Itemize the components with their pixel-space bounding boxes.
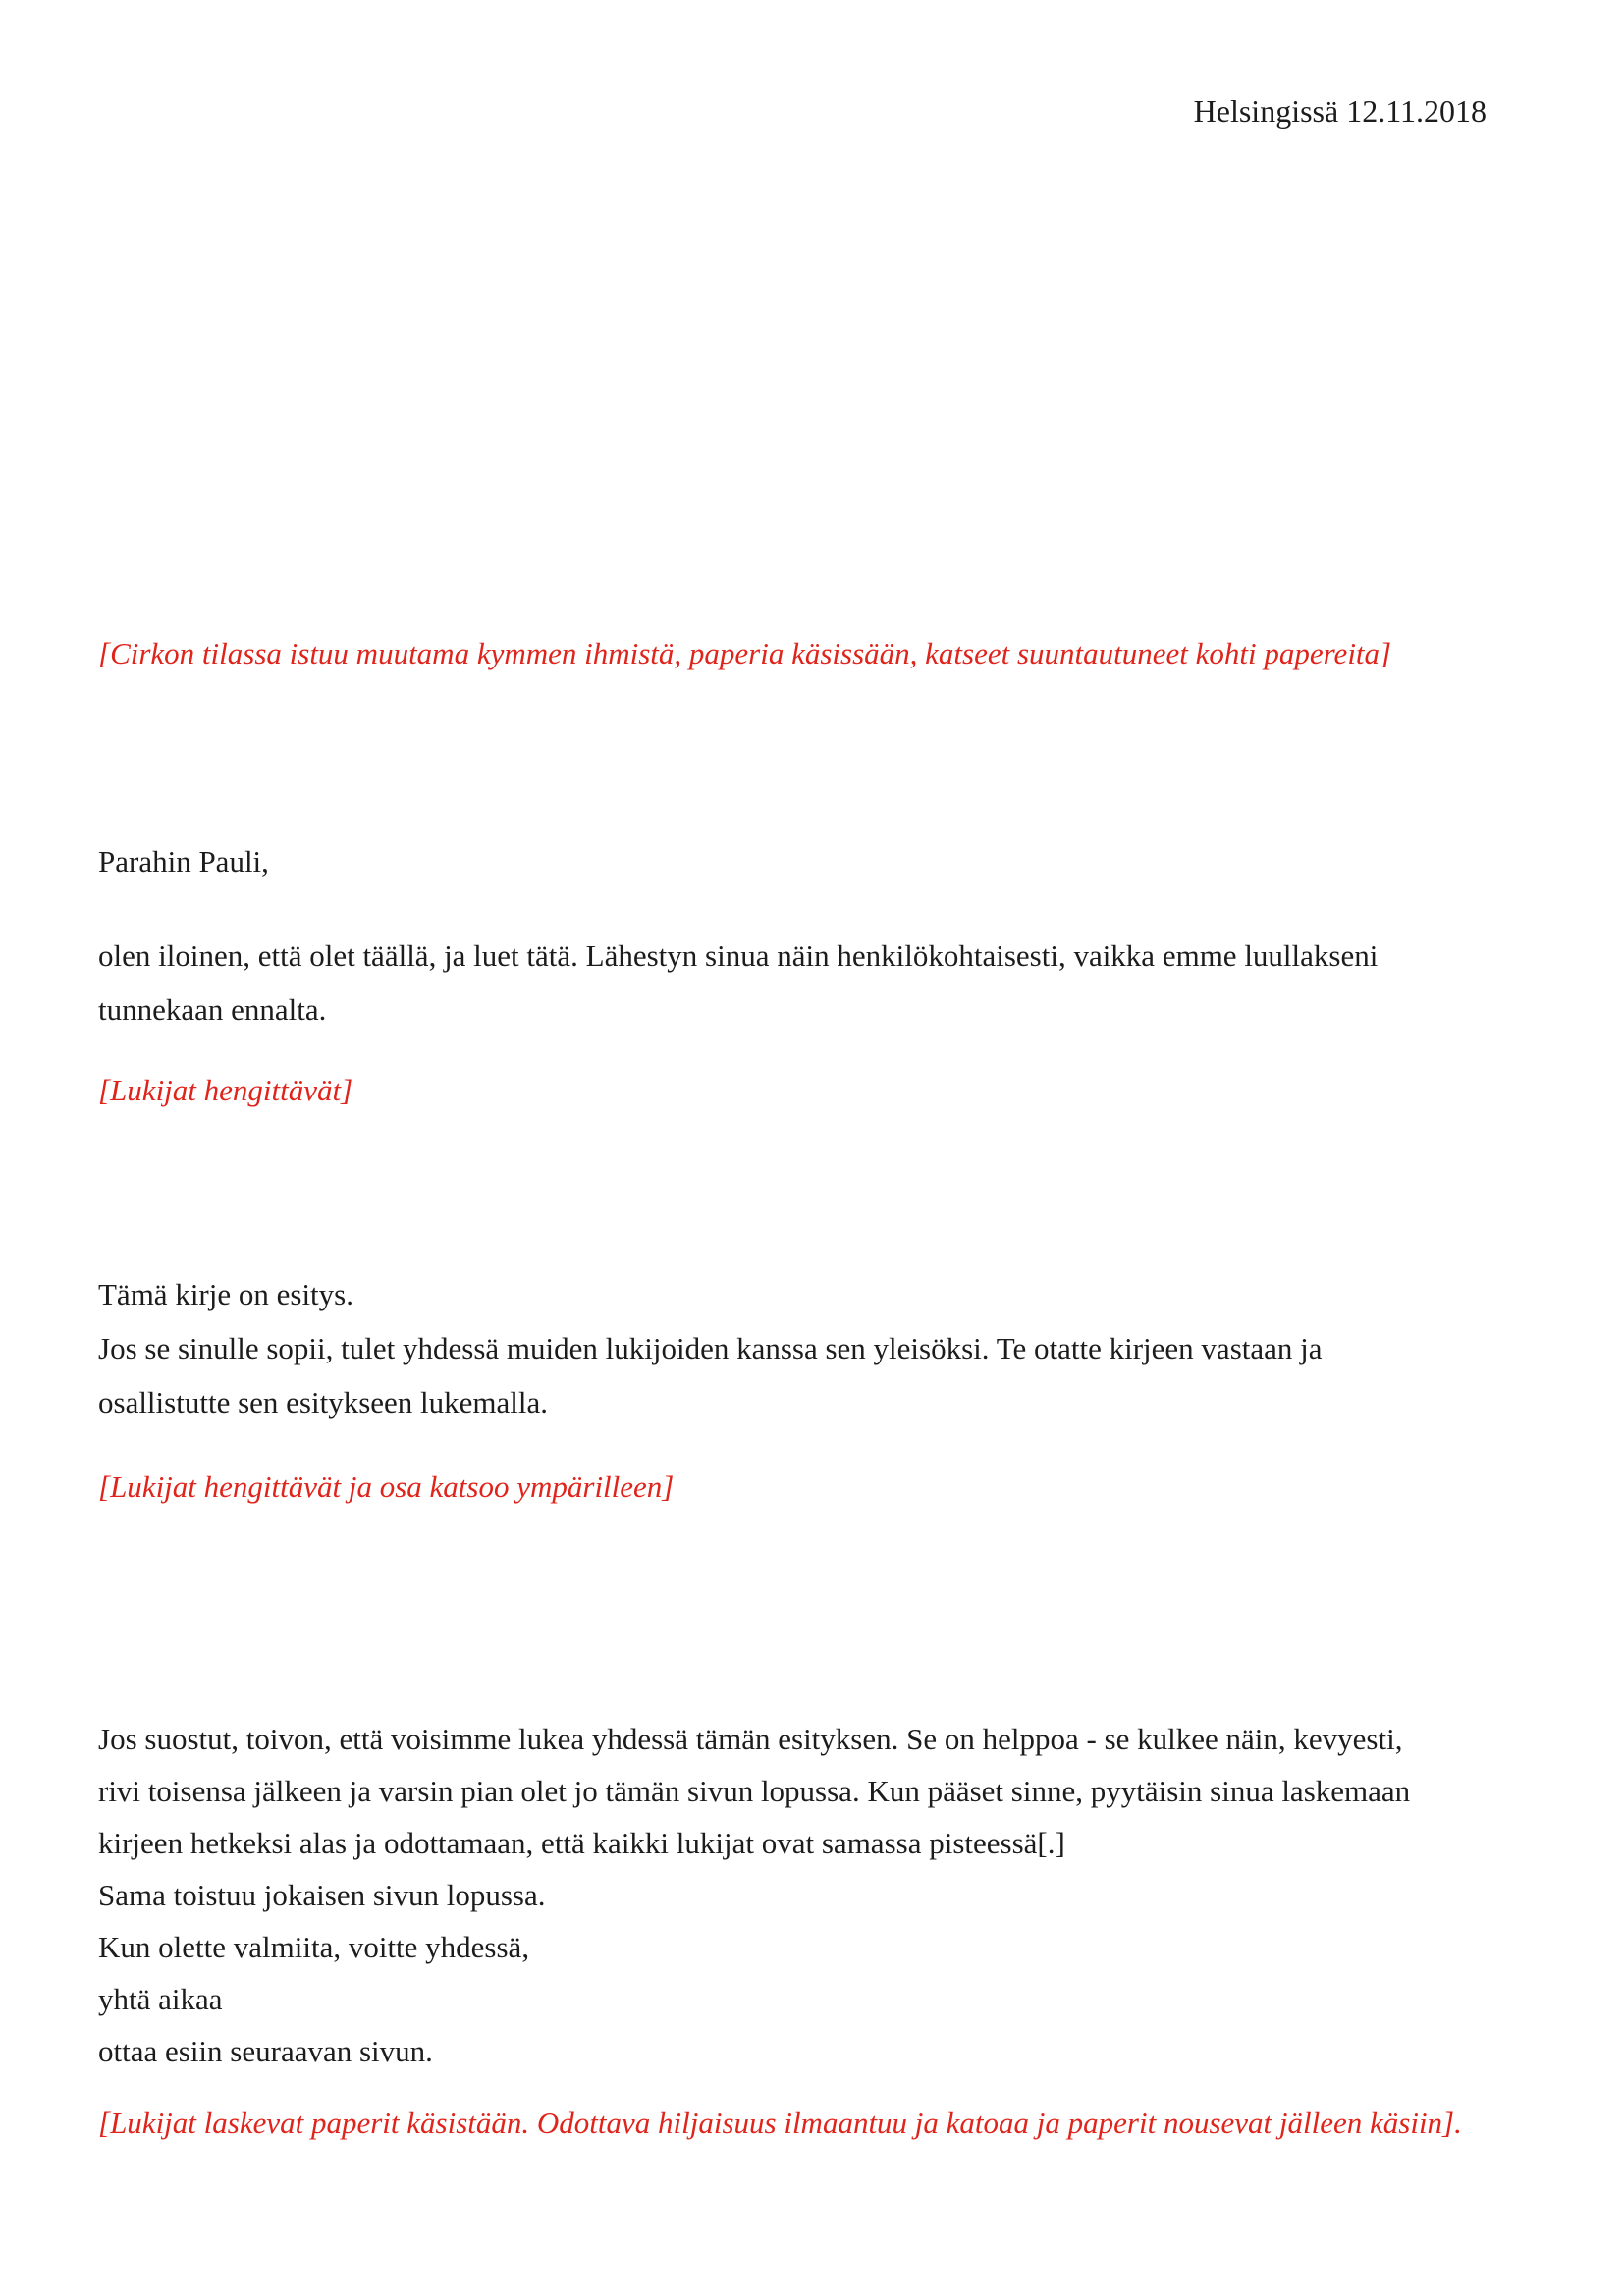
stage-direction-opening: [Cirkon tilassa istuu muutama kymmen ihmistä, paperia käsissään, katseet suuntautuneet kohti papereita]	[98, 636, 1392, 670]
paragraph-intro-line: olen iloinen, että olet täällä, ja luet tätä. Lähestyn sinua näin henkilökohtaisesti, vaikka emme luullakseni	[98, 938, 1379, 973]
paragraph-reading-instructions	[98, 1713, 1545, 2077]
paragraph-reading-line: yhtä aikaa	[98, 1982, 223, 2016]
paragraph-reading-line: ottaa esiin seuraavan sivun.	[98, 2034, 433, 2068]
stage-direction-look-around: [Lukijat hengittävät ja osa katsoo ympärilleen]	[98, 1469, 675, 1504]
paragraph-letter-line: Tämä kirje on esitys.	[98, 1277, 353, 1311]
paragraph-letter-is-performance	[98, 1267, 1545, 1429]
paragraph-letter-line: Jos se sinulle sopii, tulet yhdessä muiden lukijoiden kanssa sen yleisöksi. Te otatte kirjeen vastaan ja	[98, 1331, 1323, 1365]
paragraph-reading-line: Kun olette valmiita, voitte yhdessä,	[98, 1930, 530, 1964]
date-line: Helsingissä 12.11.2018	[1193, 93, 1487, 129]
stage-direction-breathe: [Lukijat hengittävät]	[98, 1073, 353, 1107]
paragraph-reading-line: rivi toisensa jälkeen ja varsin pian olet jo tämän sivun lopussa. Kun pääset sinne, pyytäisin sinua laskemaan	[98, 1774, 1411, 1808]
salutation: Parahin Pauli,	[98, 844, 269, 879]
salutation-block	[98, 834, 1545, 888]
paragraph-reading-line: Jos suostut, toivon, että voisimme lukea yhdessä tämän esityksen. Se on helppoa - se kulkee näin, kevyesti,	[98, 1722, 1403, 1756]
paragraph-reading-line: kirjeen hetkeksi alas ja odottamaan, että kaikki lukijat ovat samassa pisteessä[.]	[98, 1826, 1065, 1860]
paragraph-intro-line: tunnekaan ennalta.	[98, 992, 327, 1027]
paragraph-letter-line: osallistutte sen esitykseen lukemalla.	[98, 1385, 549, 1419]
paragraph-intro	[98, 929, 1545, 1037]
paragraph-reading-line: Sama toistuu jokaisen sivun lopussa.	[98, 1878, 546, 1912]
stage-direction-papers-lowered: [Lukijat laskevat paperit käsistään. Odottava hiljaisuus ilmaantuu ja katoaa ja paperit nousevat jälleen käsiin].	[98, 2106, 1462, 2140]
